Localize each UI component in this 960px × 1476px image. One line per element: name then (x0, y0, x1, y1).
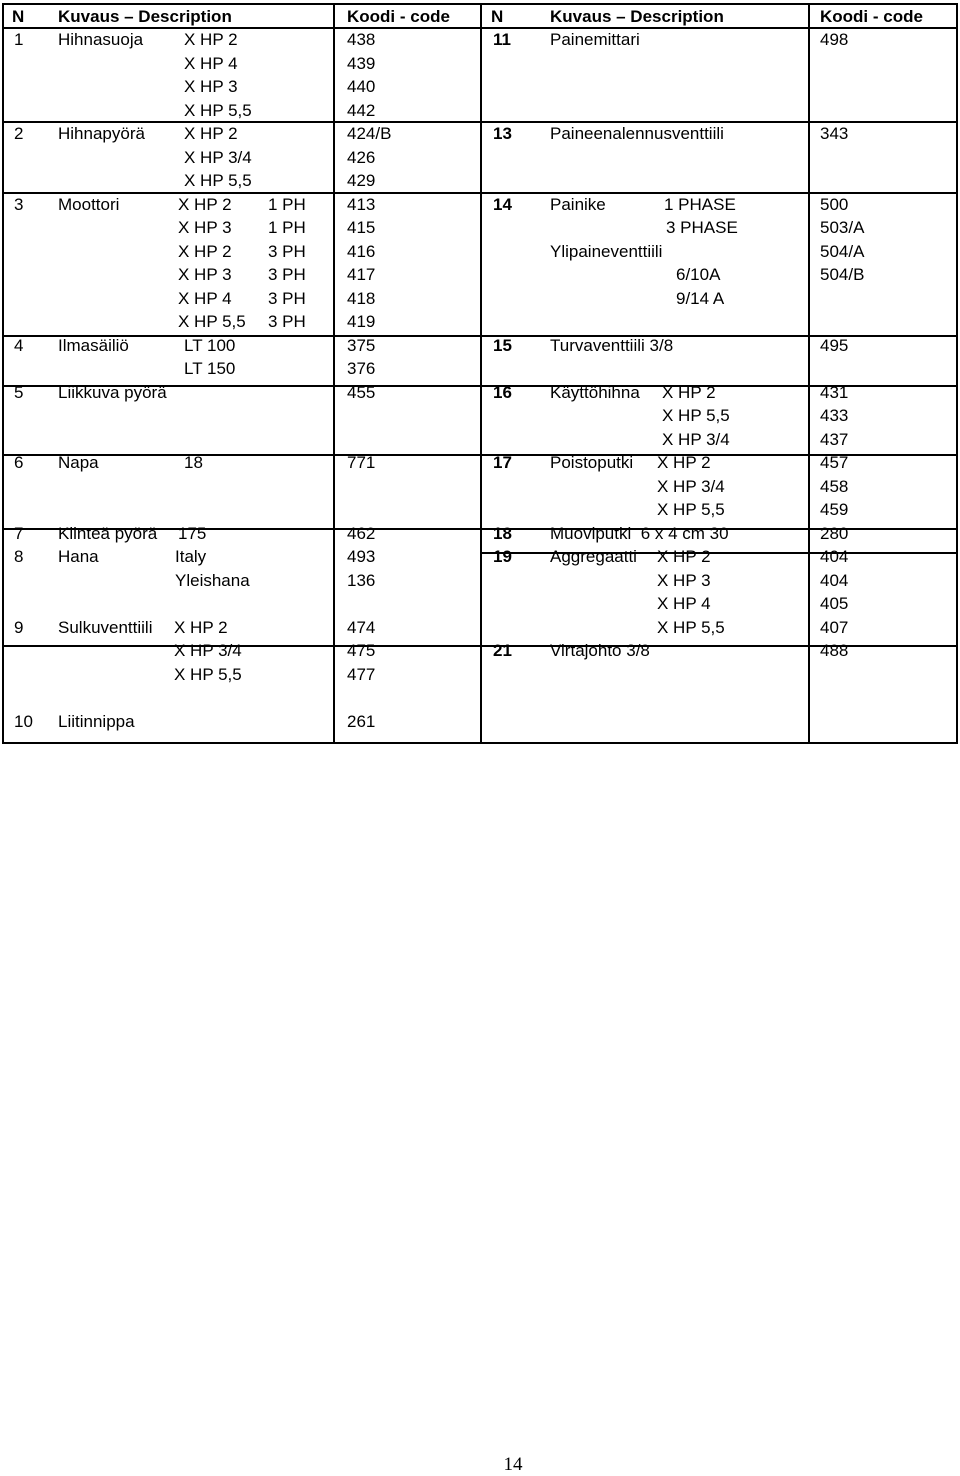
part-phase: 1 PH (268, 194, 306, 214)
part-spec: X HP 3 (184, 77, 238, 96)
row-number: 14 (493, 194, 512, 214)
part-code: 404 (820, 547, 849, 566)
part-code: 261 (347, 711, 376, 731)
part-name: Ilmasäiliö (58, 335, 129, 355)
part-spec: X HP 5,5 (178, 312, 246, 331)
part-spec: 6/10A (676, 265, 721, 284)
part-name: Kiinteä pyörä (58, 523, 158, 543)
part-code: 417 (347, 265, 376, 284)
part-code: 413 (347, 194, 376, 214)
row-number: 1 (14, 30, 24, 49)
part-spec: X HP 4 (184, 53, 238, 73)
row-number: 2 (14, 124, 24, 143)
row-number: 15 (493, 335, 512, 355)
row-number: 6 (14, 453, 24, 472)
part-code: 495 (820, 335, 849, 355)
part-spec: X HP 5,5 (657, 500, 725, 519)
part-name: Aggregaatti (550, 547, 637, 566)
part-code: 477 (347, 664, 376, 684)
header-code: Koodi - code (347, 7, 450, 26)
row-number: 7 (14, 523, 24, 543)
part-spec: X HP 3 (178, 265, 232, 284)
part-spec: X HP 2 (657, 453, 711, 472)
part-code: 280 (820, 523, 849, 543)
part-name: Sulkuventtiili (58, 617, 153, 637)
row-number: 3 (14, 194, 24, 214)
part-name: Muoviputki 6 x 4 cm 30 (550, 523, 729, 543)
part-spec: X HP 5,5 (662, 406, 730, 425)
column-divider (808, 3, 810, 744)
part-code: 418 (347, 288, 376, 308)
part-spec: X HP 5,5 (174, 664, 242, 684)
part-spec: X HP 2 (184, 124, 238, 143)
part-name: Painike (550, 194, 606, 214)
part-spec: X HP 5,5 (184, 100, 252, 120)
part-code: 431 (820, 382, 849, 402)
part-code: 433 (820, 406, 849, 425)
part-code: 488 (820, 641, 849, 660)
part-code: 462 (347, 523, 376, 543)
part-code: 415 (347, 218, 376, 237)
part-name: Liikkuva pyörä (58, 382, 167, 402)
part-name: Painemittari (550, 30, 640, 49)
row-divider-left (2, 645, 482, 647)
row-number: 9 (14, 617, 24, 637)
row-number: 8 (14, 547, 24, 566)
part-spec: 175 (178, 523, 207, 543)
part-code: 475 (347, 641, 376, 660)
part-name: Hana (58, 547, 99, 566)
part-code: 493 (347, 547, 376, 566)
header-n: N (491, 7, 504, 26)
part-spec: X HP 2 (657, 547, 711, 566)
part-spec: X HP 3/4 (184, 147, 252, 167)
part-spec: 3 PHASE (666, 218, 738, 237)
part-code: 459 (820, 500, 849, 519)
part-spec: X HP 3 (657, 570, 711, 590)
part-name: Poistoputki (550, 453, 634, 472)
part-phase: 3 PH (268, 265, 306, 284)
part-spec: 9/14 A (676, 288, 725, 308)
part-spec: X HP 5,5 (657, 617, 725, 637)
part-spec: X HP 3/4 (174, 641, 242, 660)
part-code: 404 (820, 570, 849, 590)
row-number: 16 (493, 382, 512, 402)
header-description: Kuvaus – Description (58, 7, 232, 26)
header-n: N (12, 7, 25, 26)
part-name: Turvaventtiili 3/8 (550, 335, 674, 355)
part-phase: 1 PH (268, 218, 306, 237)
part-code: 504/A (820, 241, 865, 261)
part-code: 457 (820, 453, 849, 472)
part-code: 458 (820, 476, 849, 496)
part-code: 455 (347, 382, 376, 402)
part-spec: 18 (184, 453, 203, 472)
part-spec: X HP 2 (184, 30, 238, 49)
part-code: 419 (347, 312, 376, 331)
part-code: 498 (820, 30, 849, 49)
part-name: Napa (58, 453, 99, 472)
part-spec: Italy (175, 547, 207, 566)
part-code: 440 (347, 77, 376, 96)
part-name: Virtajohto 3/8 (550, 641, 650, 660)
part-name: Moottori (58, 194, 120, 214)
part-code: 375 (347, 335, 376, 355)
header-code: Koodi - code (820, 7, 923, 26)
part-code: 426 (347, 147, 376, 167)
part-name: Käyttöhihna (550, 382, 640, 402)
row-number: 18 (493, 523, 512, 543)
part-spec: X HP 3/4 (662, 429, 730, 449)
part-name: Paineenalennusventtiili (550, 124, 724, 143)
row-number: 5 (14, 382, 24, 402)
part-spec: X HP 5,5 (184, 171, 252, 190)
part-code: 442 (347, 100, 376, 120)
part-code: 503/A (820, 218, 865, 237)
part-code: 416 (347, 241, 376, 261)
column-divider (333, 3, 335, 744)
part-spec: X HP 3/4 (657, 476, 725, 496)
part-spec: X HP 2 (178, 194, 232, 214)
row-number: 17 (493, 453, 512, 472)
row-number: 4 (14, 335, 24, 355)
part-spec: X HP 3 (178, 218, 232, 237)
part-spec: X HP 4 (178, 288, 232, 308)
part-phase: 3 PH (268, 241, 306, 261)
part-code: 438 (347, 30, 376, 49)
part-code: 429 (347, 171, 376, 190)
part-name: Hihnapyörä (58, 124, 145, 143)
part-spec: X HP 4 (657, 594, 711, 613)
part-code: 136 (347, 570, 376, 590)
part-spec: Yleishana (175, 570, 250, 590)
part-code: 771 (347, 453, 376, 472)
part-spec: LT 150 (184, 359, 236, 378)
row-number: 10 (14, 711, 33, 731)
part-spec: LT 100 (184, 335, 236, 355)
part-code: 439 (347, 53, 376, 73)
part-code: 343 (820, 124, 849, 143)
part-spec: 1 PHASE (664, 194, 736, 214)
page-number: 14 (503, 1454, 523, 1475)
part-spec: X HP 2 (178, 241, 232, 261)
part-phase: 3 PH (268, 288, 306, 308)
part-spec: X HP 2 (174, 617, 228, 637)
row-number: 21 (493, 641, 512, 660)
part-code: 500 (820, 194, 849, 214)
part-code: 376 (347, 359, 376, 378)
column-divider (480, 3, 482, 744)
part-code: 504/B (820, 265, 865, 284)
part-phase: 3 PH (268, 312, 306, 331)
column-divider (956, 3, 958, 744)
column-divider (2, 3, 4, 744)
part-code: 474 (347, 617, 376, 637)
row-number: 19 (493, 547, 512, 566)
part-code: 407 (820, 617, 849, 637)
part-name: Ylipaineventtiili (550, 241, 663, 261)
part-code: 405 (820, 594, 849, 613)
part-spec: X HP 2 (662, 382, 716, 402)
header-description: Kuvaus – Description (550, 7, 724, 26)
part-code: 424/B (347, 124, 392, 143)
part-code: 437 (820, 429, 849, 449)
row-number: 13 (493, 124, 512, 143)
row-number: 11 (493, 30, 511, 49)
part-name: Hihnasuoja (58, 30, 144, 49)
part-name: Liitinnippa (58, 711, 135, 731)
